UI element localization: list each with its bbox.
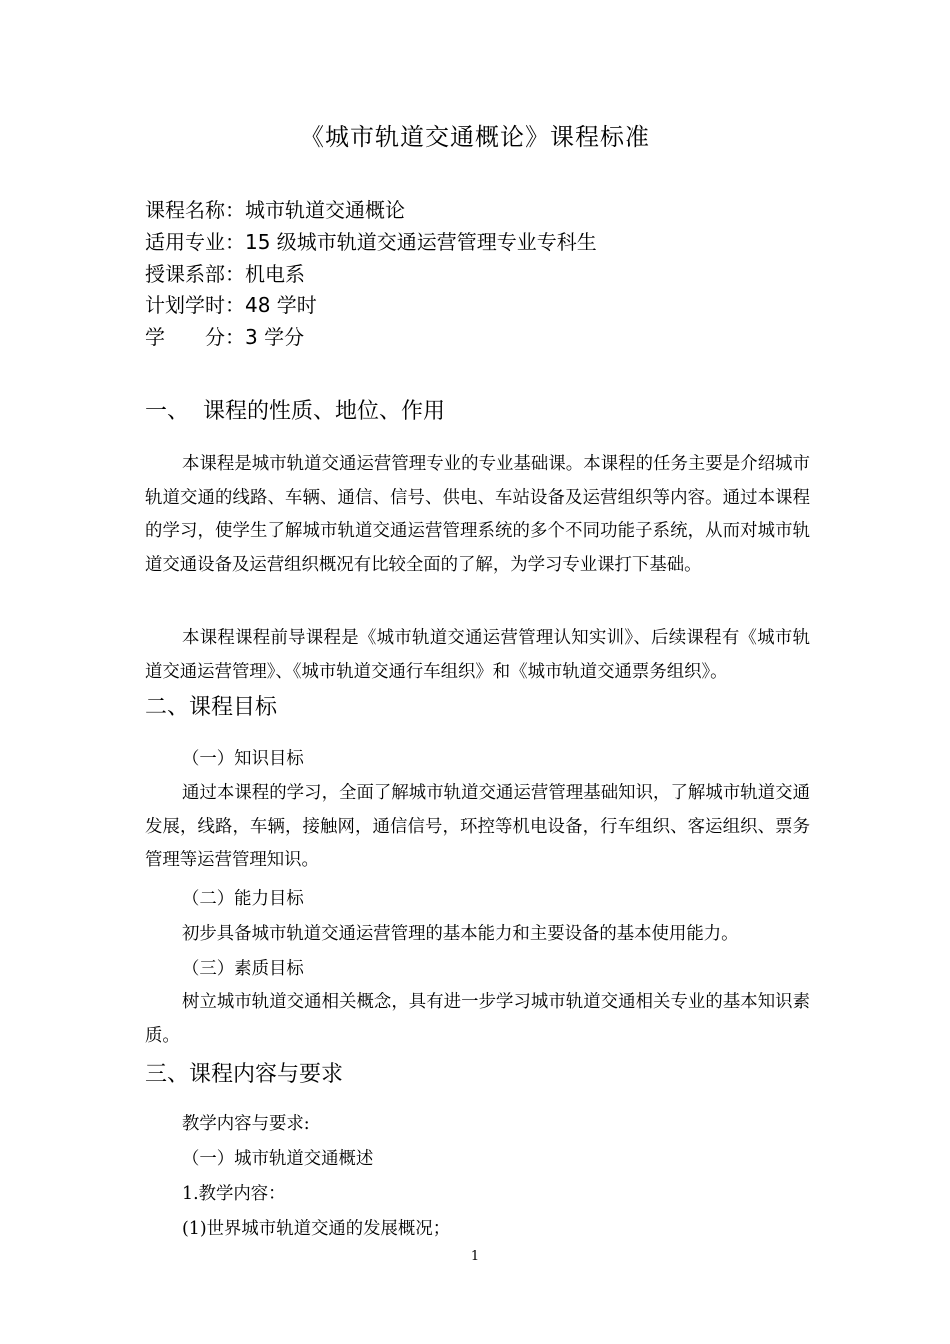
- meta-hours-value: 48 学时: [245, 293, 317, 317]
- section2-paragraph-ability: 初步具备城市轨道交通运营管理的基本能力和主要设备的基本使用能力。: [182, 924, 739, 944]
- meta-credit-key: 学 分：: [145, 325, 245, 349]
- page-number: 1: [470, 1249, 480, 1264]
- section2-subheading-quality: （三）素质目标: [182, 959, 304, 979]
- meta-department: [145, 260, 305, 288]
- section2-subheading-knowledge: （一）知识目标: [182, 749, 304, 769]
- meta-course-name-key: 课程名称：: [145, 198, 245, 222]
- section3-heading: 三、课程内容与要求: [145, 1062, 344, 1087]
- section3-intro: 教学内容与要求:: [182, 1114, 310, 1134]
- meta-major-value: 15 级城市轨道交通运营管理专业专科生: [245, 230, 597, 254]
- section1-paragraph-1: 本课程是城市轨道交通运营管理专业的专业基础课。本课程的任务主要是介绍城市轨道交通的线路、车辆、通信、信号、供电、车站设备及运营组织等内容。通过本课程的学习，使学生了解城市轨道交通运营管理系统的多个不同功能子系统，从而对城市轨道交通设备及运营组织概况有比较全面的了解，为学习专业课打下基础。: [145, 454, 810, 575]
- section2-paragraph-quality: 树立城市轨道交通相关概念，具有进一步学习城市轨道交通相关专业的基本知识素质。: [145, 992, 810, 1046]
- section1-paragraph-2: 本课程课程前导课程是《城市轨道交通运营管理认知实训》、后续课程有《城市轨道交通运营管理》、《城市轨道交通行车组织》和《城市轨道交通票务组织》。: [145, 628, 810, 682]
- section3-subheading-overview: （一）城市轨道交通概述: [182, 1149, 374, 1169]
- section2-paragraph-knowledge: 通过本课程的学习，全面了解城市轨道交通运营管理基础知识，了解城市轨道交通发展，线路，车辆，接触网，通信信号，环控等机电设备，行车组织、客运组织、票务管理等运营管理知识。: [145, 783, 810, 870]
- section2-subheading-ability: （二）能力目标: [182, 889, 304, 909]
- section1-heading: 一、 课程的性质、地位、作用: [145, 399, 445, 424]
- meta-department-value: 机电系: [245, 262, 305, 286]
- meta-course-name-value: 城市轨道交通概论: [245, 198, 405, 222]
- meta-department-key: 授课系部：: [145, 262, 245, 286]
- meta-credit: [145, 323, 304, 351]
- meta-credit-value: 3 学分: [245, 325, 305, 349]
- section3-item-teaching-content: 1.教学内容：: [182, 1184, 286, 1204]
- meta-course-name: [145, 196, 405, 224]
- meta-hours-key: 计划学时：: [145, 293, 245, 317]
- section3-item-world-development: (1)世界城市轨道交通的发展概况；: [182, 1219, 451, 1239]
- meta-major: [145, 228, 597, 256]
- document-title: 《城市轨道交通概论》课程标准: [300, 123, 650, 151]
- meta-major-key: 适用专业：: [145, 230, 245, 254]
- meta-hours: [145, 291, 317, 319]
- section2-heading: 二、课程目标: [145, 695, 278, 720]
